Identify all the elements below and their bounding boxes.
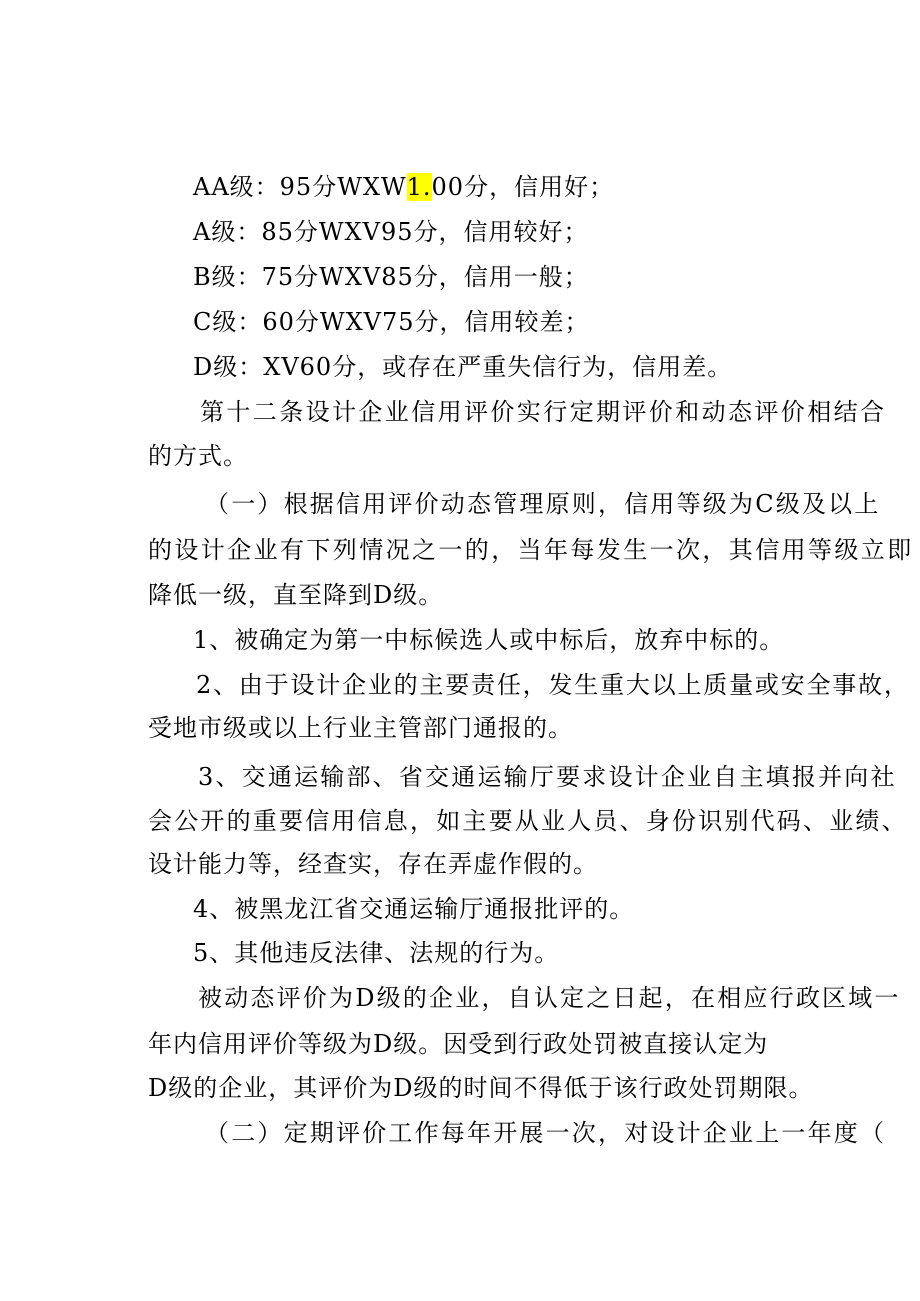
highlighted-text: 1. [406,173,432,201]
grade-d-line: D级：XV60分，或存在严重失信行为，信用差。 [193,353,733,381]
dynamic-line3: D级的企业，其评价为D级的时间不得低于该行政处罚期限。 [148,1074,814,1102]
article12-line1: 第十二条设计企业信用评价实行定期评价和动态评价相结合 [200,398,887,426]
item3-line3: 设计能力等，经查实，存在弄虚作假的。 [148,850,598,878]
item4-line: 4、被黑龙江省交通运输厅通报批评的。 [193,895,635,923]
item1-line: 1、被确定为第一中标候选人或中标后，放弃中标的。 [193,626,785,654]
item2-line2: 受地市级或以上行业主管部门通报的。 [148,714,573,742]
grade-c-line: C级：60分WXV75分，信用较差； [193,308,590,336]
section1-line3: 降低一级，直至降到D级。 [148,581,444,609]
item5-line: 5、其他违反法律、法规的行为。 [193,939,560,967]
grade-b-line: B级：75分WXV85分，信用一般； [193,263,589,291]
dynamic-line2: 年内信用评价等级为D级。因受到行政处罚被直接认定为 [148,1030,769,1058]
dynamic-line1: 被动态评价为D级的企业，自认定之日起，在相应行政区域一 [198,984,901,1012]
article12-line2: 的方式。 [148,442,248,470]
section1-line2: 的设计企业有下列情况之一的，当年每发生一次，其信用等级立即 [148,536,914,564]
grade-aa-suffix: 00分，信用好； [431,173,615,201]
item3-line2: 会公开的重要信用信息，如主要从业人员、身份识别代码、业绩、 [148,807,908,835]
grade-aa-line [193,172,614,202]
item3-line1: 3、交通运输部、省交通运输厅要求设计企业自主填报并向社 [198,763,897,791]
section1-line1: （一）根据信用评价动态管理原则，信用等级为C级及以上 [205,490,881,518]
item2-line1: 2、由于设计企业的主要责任，发生重大以上质量或安全事故， [196,671,910,699]
grade-aa-prefix: AA级：95分WXW [193,173,407,201]
section2-line1: （二）定期评价工作每年开展一次，对设计企业上一年度（ [205,1119,887,1147]
grade-a-line: A级：85分WXV95分，信用较好； [193,218,589,246]
